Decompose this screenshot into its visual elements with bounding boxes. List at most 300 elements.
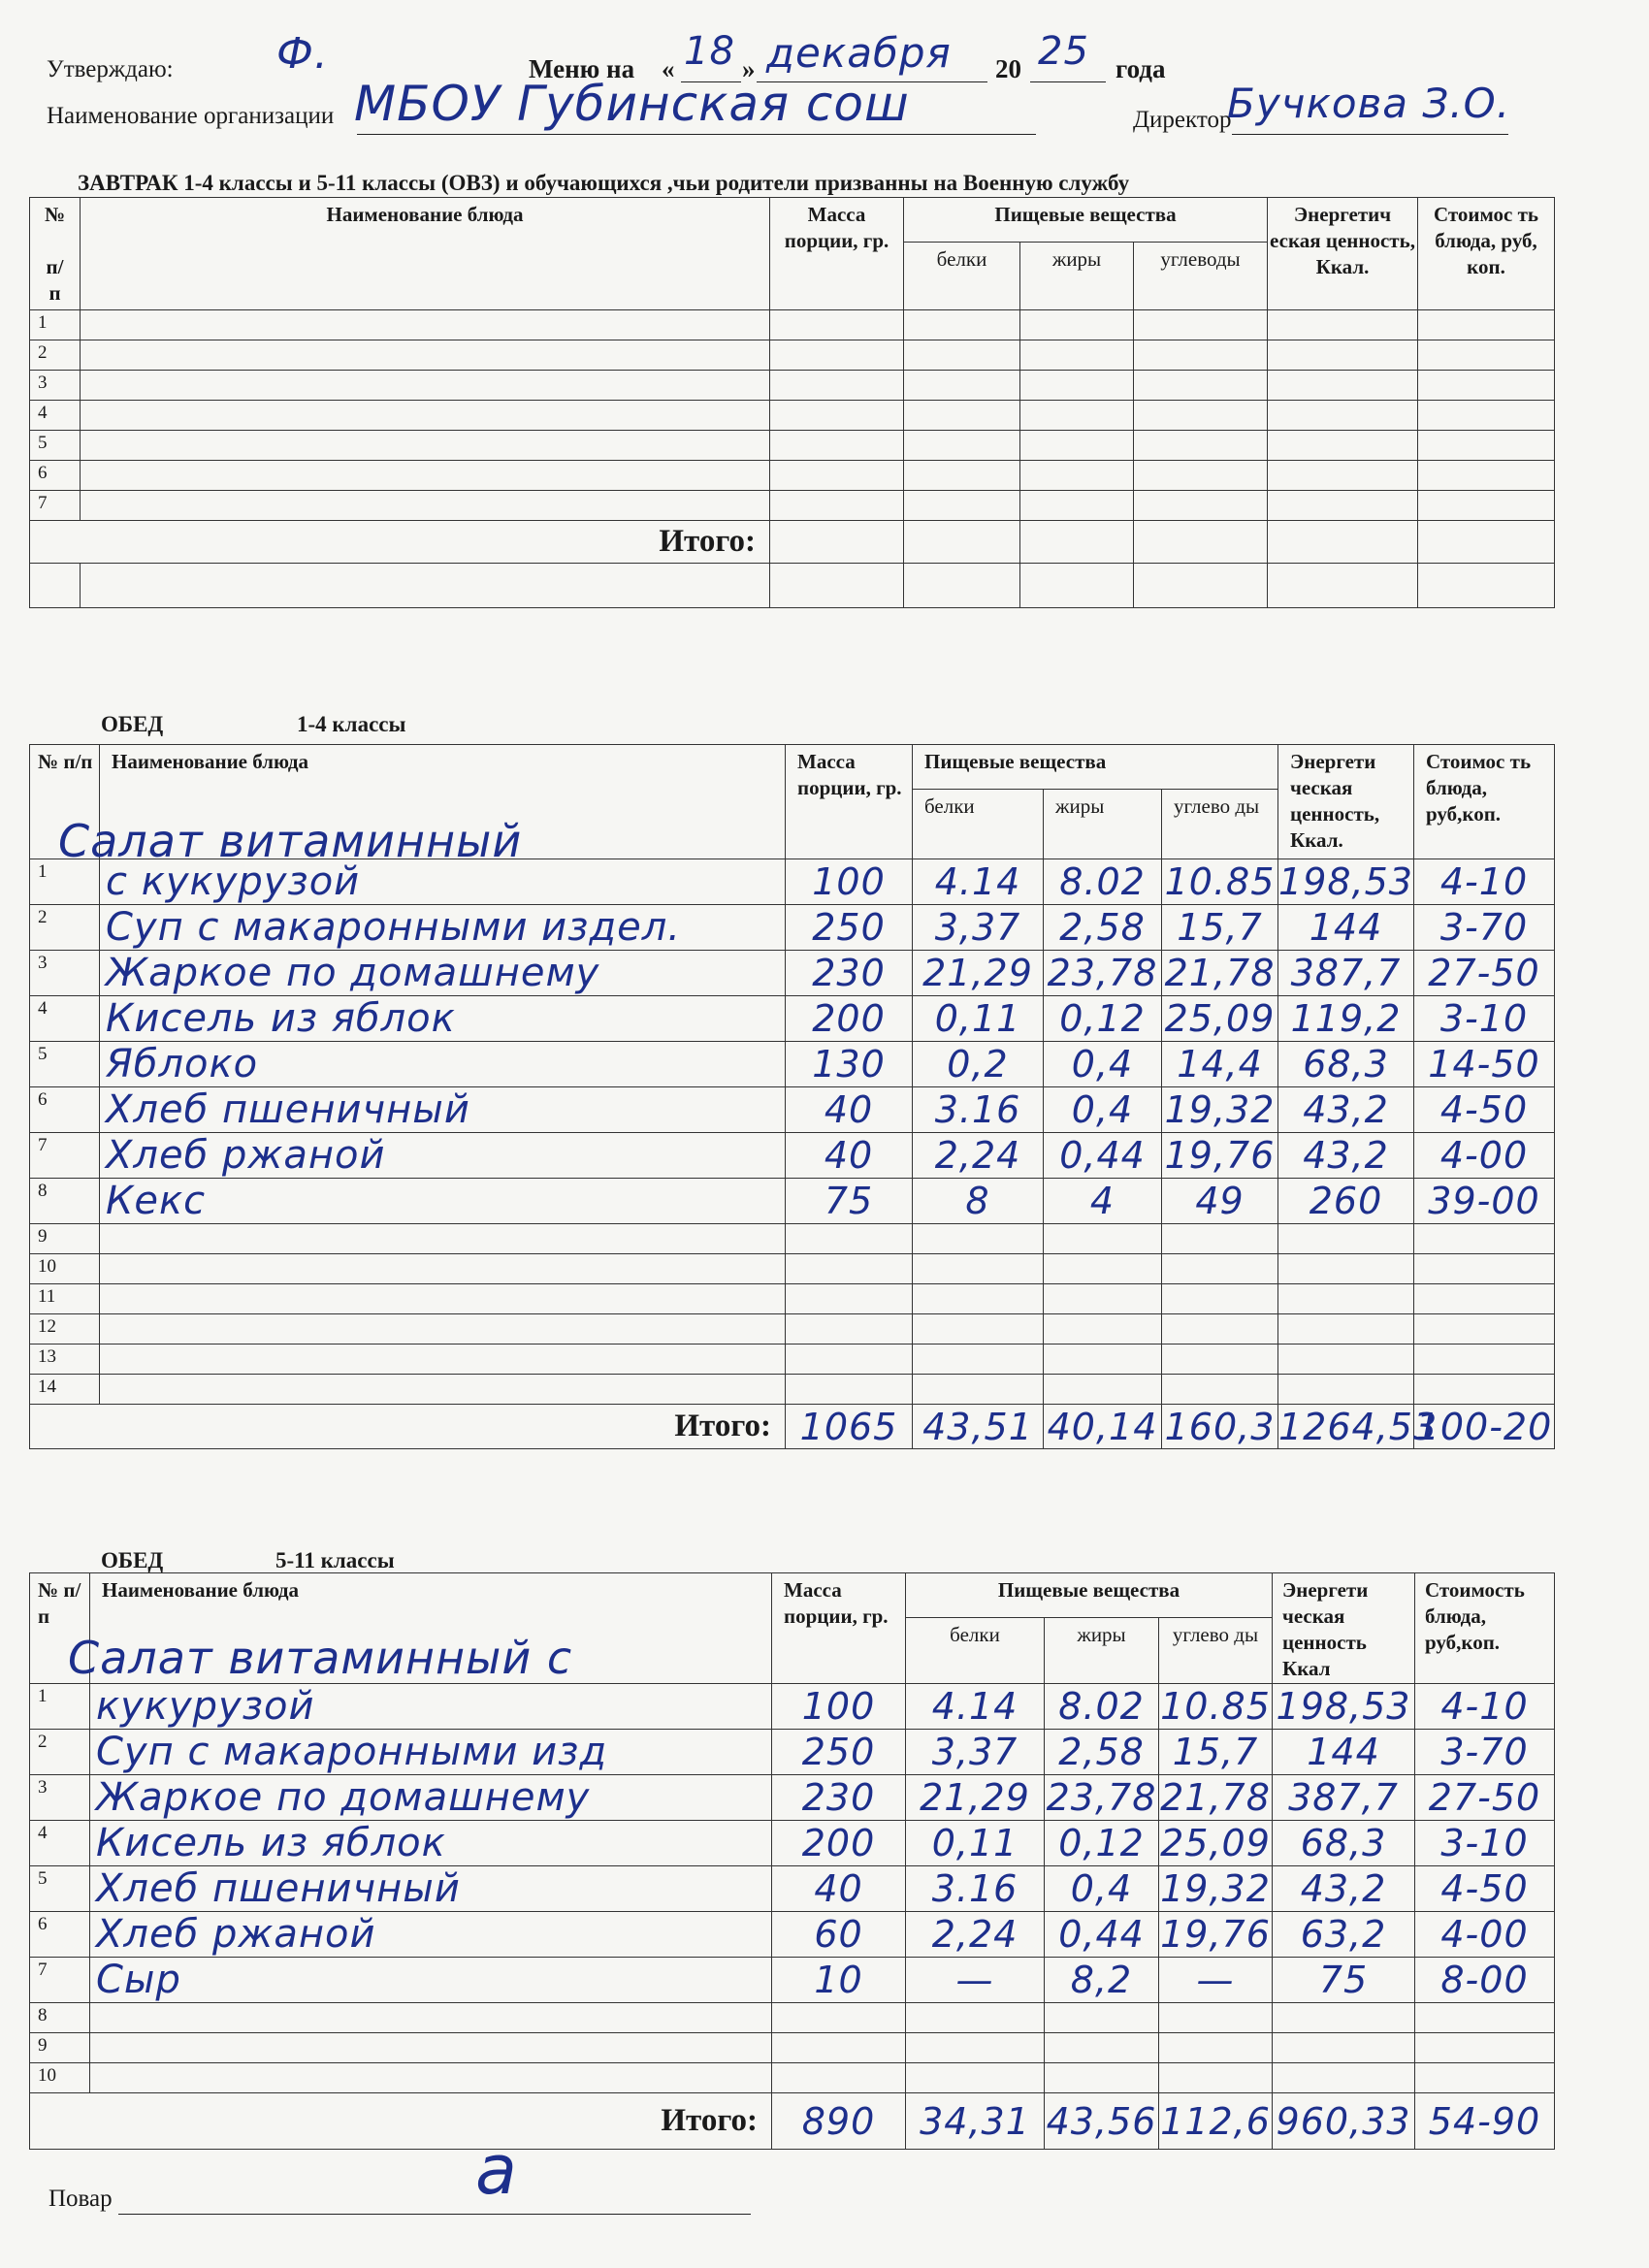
total-fat: 40,14 [1044,1405,1162,1449]
dish-name: Кекс [100,1179,786,1224]
dish-cost: 4-10 [1414,859,1555,905]
col-name: Наименование блюда [90,1573,772,1684]
breakfast-table [29,197,1555,608]
table-row [30,1087,1555,1133]
empty-cell [904,371,1020,401]
dish-fat: 0,12 [1045,1821,1159,1866]
dish-energy: 75 [1273,1958,1415,2003]
row-number: 3 [30,1775,90,1821]
col-protein: белки [904,243,1020,310]
dish-fat: 8,2 [1045,1958,1159,2003]
dish-energy: 119,2 [1278,996,1414,1042]
total-cost: 54-90 [1415,2093,1555,2150]
dish-name: Хлеб ржаной [90,1912,772,1958]
empty-cell [770,431,904,461]
table-row [30,1375,1555,1405]
dish-energy: 43,2 [1273,1866,1415,1912]
dish-protein [913,1254,1044,1284]
empty-cell [1418,401,1555,431]
row-number: 4 [30,401,81,431]
dish-name: Хлеб пшеничный [100,1087,786,1133]
dish-energy [1278,1224,1414,1254]
dish-name: с кукурузой [100,859,786,905]
dish-cost [1415,2063,1555,2093]
col-carbs: углеводы [1134,243,1268,310]
col-energy: Энергети ческая ценность Ккал [1273,1573,1415,1684]
col-num: № п/ п [30,1573,90,1684]
dish-carbs: — [1159,1958,1273,2003]
empty-cell [1020,371,1134,401]
row-number: 5 [30,1042,100,1087]
empty-cell [1418,371,1555,401]
empty-cell [81,431,770,461]
row-number: 6 [30,1087,100,1133]
empty-cell [1418,461,1555,491]
open-quote: « [662,54,675,83]
dish-energy: 43,2 [1278,1133,1414,1179]
dish-protein: 0,2 [913,1042,1044,1087]
empty-cell [1134,491,1268,521]
table-row [30,996,1555,1042]
dish-energy: 68,3 [1278,1042,1414,1087]
org-label: Наименование организации [47,103,335,129]
dish-mass [786,1224,913,1254]
dish-protein: — [906,1958,1045,2003]
row-number: 4 [30,1821,90,1866]
dish-protein: 4.14 [906,1684,1045,1730]
row-number: 12 [30,1314,100,1345]
dish-protein: 2,24 [913,1133,1044,1179]
dish-protein [913,1284,1044,1314]
table-row [30,1254,1555,1284]
col-carbs: углево ды [1159,1618,1273,1684]
dish-name: Жаркое по домашнему [100,951,786,996]
empty-cell [770,371,904,401]
dish-protein [913,1314,1044,1345]
row-number: 10 [30,2063,90,2093]
dish-energy: 68,3 [1273,1821,1415,1866]
dish-mass: 40 [772,1866,906,1912]
table-row [30,1179,1555,1224]
dish-energy: 387,7 [1273,1775,1415,1821]
dish-carbs: 25,09 [1162,996,1278,1042]
total-protein: 43,51 [913,1405,1044,1449]
dish-carbs: 49 [1162,1179,1278,1224]
lunch-5-11-name-overflow: Салат витаминный с [68,1632,573,1684]
col-mass: Масса порции, гр. [772,1573,906,1684]
table-row [30,310,1555,340]
table-row [30,1314,1555,1345]
dish-energy: 63,2 [1273,1912,1415,1958]
dish-cost: 27-50 [1415,1775,1555,1821]
approve-signature: Ф. [276,29,329,79]
col-fat: жиры [1045,1618,1159,1684]
empty-cell [1020,431,1134,461]
empty-cell [1268,461,1418,491]
dish-mass: 130 [786,1042,913,1087]
empty-cell [904,340,1020,371]
empty-cell [1418,310,1555,340]
dish-fat: 0,44 [1045,1912,1159,1958]
dish-carbs: 10.85 [1162,859,1278,905]
dish-cost: 4-00 [1415,1912,1555,1958]
dish-protein: 3,37 [906,1730,1045,1775]
dish-cost: 4-00 [1414,1133,1555,1179]
empty-cell [1134,371,1268,401]
row-number: 2 [30,905,100,951]
dish-fat [1044,1254,1162,1284]
dish-fat [1045,2033,1159,2063]
col-cost: Стоимость блюда, руб,коп. [1415,1573,1555,1684]
year-suffix: 25 [1038,29,1089,74]
row-number: 13 [30,1345,100,1375]
dish-mass [786,1375,913,1405]
empty-cell [1134,310,1268,340]
table-row [30,1684,1555,1730]
dish-fat: 0,44 [1044,1133,1162,1179]
dish-name: Кисель из яблок [90,1821,772,1866]
dish-mass [786,1345,913,1375]
table-row [30,401,1555,431]
dish-carbs [1162,1345,1278,1375]
dish-name: Суп с макаронными издел. [100,905,786,951]
dish-carbs: 19,32 [1162,1087,1278,1133]
dish-fat [1044,1284,1162,1314]
empty-cell [1020,401,1134,431]
menu-month: декабря [766,29,952,77]
table-row [30,1730,1555,1775]
dish-energy [1278,1375,1414,1405]
dish-cost: 4-10 [1415,1684,1555,1730]
empty-cell [81,401,770,431]
dish-cost [1415,2003,1555,2033]
dish-carbs [1162,1314,1278,1345]
dish-protein [906,2003,1045,2033]
dish-protein [906,2033,1045,2063]
dish-fat: 0,4 [1044,1042,1162,1087]
dish-mass [786,1314,913,1345]
empty-cell [770,310,904,340]
col-energy: Энергети ческая ценность, Ккал. [1278,745,1414,859]
lunch-5-11-title: ОБЕД [101,1548,164,1572]
dish-protein [906,2063,1045,2093]
empty-cell [1134,431,1268,461]
dish-name: Сыр [90,1958,772,2003]
col-nutrients: Пищевые вещества [913,745,1278,790]
dish-fat [1044,1345,1162,1375]
dish-fat [1045,2063,1159,2093]
dish-mass [772,2003,906,2033]
dish-fat: 2,58 [1045,1730,1159,1775]
col-mass: Масса порции, гр. [786,745,913,859]
dish-cost [1414,1284,1555,1314]
empty-cell [1418,431,1555,461]
dish-mass: 100 [772,1684,906,1730]
empty-cell [904,461,1020,491]
dish-name [100,1375,786,1405]
table-row [30,951,1555,996]
dish-carbs [1159,2033,1273,2063]
dish-protein: 3.16 [913,1087,1044,1133]
dish-mass: 230 [772,1775,906,1821]
dish-fat: 8.02 [1045,1684,1159,1730]
row-number: 6 [30,461,81,491]
table-row [30,1042,1555,1087]
row-number: 1 [30,310,81,340]
dish-carbs [1162,1224,1278,1254]
lunch-1-4-title: ОБЕД [101,712,164,736]
row-number: 10 [30,1254,100,1284]
dish-carbs: 19,32 [1160,1867,1271,1910]
col-num: № п/п [30,745,100,859]
table-row [30,1133,1555,1179]
table-row [30,1284,1555,1314]
dish-energy [1278,1284,1414,1314]
year-word: года [1116,54,1166,83]
row-number: 7 [30,1133,100,1179]
dish-carbs [1159,2003,1273,2033]
row-number: 6 [30,1912,90,1958]
dish-carbs: 21,78 [1160,1776,1271,1819]
empty-cell [1418,340,1555,371]
dish-name [100,1224,786,1254]
dish-fat: 2,58 [1044,905,1162,951]
dish-fat: 23,78 [1044,951,1162,996]
dish-protein [913,1375,1044,1405]
table-row [30,1821,1555,1866]
dish-mass: 40 [786,1133,913,1179]
dish-name [100,1254,786,1284]
dish-cost: 3-10 [1414,996,1555,1042]
total-carbs: 112,6 [1159,2093,1273,2150]
table-row [30,431,1555,461]
total-carbs: 160,3 [1162,1405,1278,1449]
dish-cost [1415,2033,1555,2063]
empty-cell [1268,491,1418,521]
dish-fat: 0,12 [1044,996,1162,1042]
dish-protein [913,1224,1044,1254]
empty-cell [1134,461,1268,491]
dish-fat [1044,1224,1162,1254]
table-row [30,2033,1555,2063]
dish-mass [772,2033,906,2063]
dish-mass: 60 [772,1912,906,1958]
dish-cost: 3-70 [1414,905,1555,951]
lunch-5-11-total-label: Итого: [30,2093,772,2150]
dish-cost [1414,1375,1555,1405]
dish-name [100,1345,786,1375]
dish-name: Жаркое по домашнему [90,1775,772,1821]
menu-label: Меню на [529,54,635,83]
col-num: № п/ п [30,198,81,310]
dish-name [90,2063,772,2093]
row-number: 8 [30,2003,90,2033]
table-row [30,1775,1555,1821]
approve-label: Утверждаю: [47,56,174,82]
dish-mass: 200 [786,996,913,1042]
table-row [30,2063,1555,2093]
dish-fat: 8.02 [1044,859,1162,905]
empty-cell [1134,340,1268,371]
dish-name [100,1314,786,1345]
dish-mass: 250 [772,1730,906,1775]
dish-carbs: 21,78 [1162,951,1278,996]
row-number: 5 [30,1866,90,1912]
dish-protein: 0,11 [906,1821,1045,1866]
dish-carbs [1162,1375,1278,1405]
row-number: 7 [30,491,81,521]
dish-cost: 4-50 [1415,1866,1555,1912]
dish-name: Яблоко [100,1042,786,1087]
dish-name: кукурузой [90,1684,772,1730]
dish-energy [1278,1345,1414,1375]
cook-signature: а [475,2130,518,2210]
dish-cost: 14-50 [1414,1042,1555,1087]
dish-energy [1278,1254,1414,1284]
dish-carbs: 14,4 [1162,1042,1278,1087]
dish-fat [1044,1314,1162,1345]
dish-name: Хлеб пшеничный [90,1866,772,1912]
total-fat: 43,56 [1045,2093,1159,2150]
dish-mass: 75 [786,1179,913,1224]
row-number: 3 [30,951,100,996]
dish-fat: 0,4 [1044,1087,1162,1133]
empty-cell [1268,340,1418,371]
empty-cell [904,491,1020,521]
empty-cell [1268,371,1418,401]
empty-cell [81,340,770,371]
row-number: 1 [30,1684,90,1730]
dish-protein: 2,24 [906,1912,1045,1958]
row-number: 7 [30,1958,90,2003]
dish-cost: 3-10 [1415,1821,1555,1866]
dish-protein: 21,29 [913,951,1044,996]
empty-cell [1020,491,1134,521]
dish-cost: 39-00 [1414,1179,1555,1224]
row-number: 9 [30,2033,90,2063]
table-row [30,1912,1555,1958]
row-number: 1 [30,859,100,905]
dish-carbs: 15,7 [1159,1730,1273,1775]
dish-energy: 260 [1278,1179,1414,1224]
dish-carbs [1162,1254,1278,1284]
dish-carbs: 19,76 [1162,1133,1278,1179]
dish-carbs [1159,2063,1273,2093]
table-row [30,2003,1555,2033]
table-row [30,340,1555,371]
dish-name [100,1284,786,1314]
row-number: 5 [30,431,81,461]
col-nutrients: Пищевые вещества [904,198,1268,243]
dish-protein: 0,11 [913,996,1044,1042]
dish-mass [786,1284,913,1314]
row-number: 14 [30,1375,100,1405]
row-number: 2 [30,1730,90,1775]
empty-cell [1268,310,1418,340]
empty-cell [81,461,770,491]
lunch-5-11-subtitle: 5-11 классы [275,1548,395,1572]
dish-energy [1273,2063,1415,2093]
dish-mass: 230 [786,951,913,996]
lunch-1-4-name-overflow: Салат витаминный [58,815,523,867]
empty-cell [1268,401,1418,431]
dish-fat [1044,1375,1162,1405]
dish-name: Суп с макаронными изд [90,1730,772,1775]
dish-cost: 8-00 [1415,1958,1555,2003]
col-energy: Энергетич еская ценность, Ккал. [1268,198,1418,310]
empty-cell [904,401,1020,431]
empty-cell [904,310,1020,340]
dish-energy [1273,2033,1415,2063]
dish-name [90,2003,772,2033]
col-protein: белки [906,1618,1045,1684]
row-number: 4 [30,996,100,1042]
row-number: 11 [30,1284,100,1314]
dish-mass: 100 [786,859,913,905]
dish-cost [1414,1254,1555,1284]
dish-energy: 198,53 [1273,1684,1415,1730]
dish-cost: 27-50 [1414,951,1555,996]
table-row [30,905,1555,951]
total-energy: 1264,53 [1278,1405,1439,1448]
table-row [30,1866,1555,1912]
empty-cell [1134,401,1268,431]
breakfast-title: ЗАВТРАК 1-4 классы и 5-11 классы (ОВЗ) и обучающихся ,чьи родители призванны на Военную службу [78,171,1130,195]
col-cost: Стоимос ть блюда, руб, коп. [1418,198,1555,310]
total-energy: 960,33 [1273,2093,1415,2150]
empty-cell [770,491,904,521]
empty-cell [1020,310,1134,340]
row-number: 9 [30,1224,100,1254]
dish-carbs: 25,09 [1160,1822,1271,1864]
dish-fat: 0,4 [1045,1866,1159,1912]
dish-protein: 3.16 [906,1866,1045,1912]
col-cost: Стоимос ть блюда, руб,коп. [1414,745,1555,859]
col-name: Наименование блюда [100,745,786,859]
dish-carbs: 19,76 [1160,1913,1271,1956]
director-label: Директор [1133,107,1232,133]
table-row [30,1345,1555,1375]
total-protein: 34,31 [906,2093,1045,2150]
empty-cell [1418,491,1555,521]
org-value: МБОУ Губинская сош [354,76,910,132]
year-prefix: 20 [995,54,1021,83]
dish-name: Кисель из яблок [100,996,786,1042]
lunch-1-4-subtitle: 1-4 классы [297,712,406,736]
dish-cost: 4-50 [1414,1087,1555,1133]
dish-mass: 200 [772,1821,906,1866]
dish-cost [1414,1314,1555,1345]
col-fat: жиры [1044,790,1162,859]
dish-carbs [1162,1284,1278,1314]
dish-protein [913,1345,1044,1375]
dish-carbs: 15,7 [1162,905,1278,951]
col-protein: белки [913,790,1044,859]
dish-mass [772,2063,906,2093]
empty-cell [904,431,1020,461]
empty-cell [770,340,904,371]
dish-mass: 40 [786,1087,913,1133]
dish-protein: 21,29 [906,1775,1045,1821]
dish-protein: 8 [913,1179,1044,1224]
total-mass: 890 [772,2093,906,2150]
empty-cell [1020,340,1134,371]
dish-mass: 250 [786,905,913,951]
col-mass: Масса порции, гр. [770,198,904,310]
col-nutrients: Пищевые вещества [906,1573,1273,1618]
empty-cell [770,401,904,431]
dish-energy: 43,2 [1278,1087,1414,1133]
